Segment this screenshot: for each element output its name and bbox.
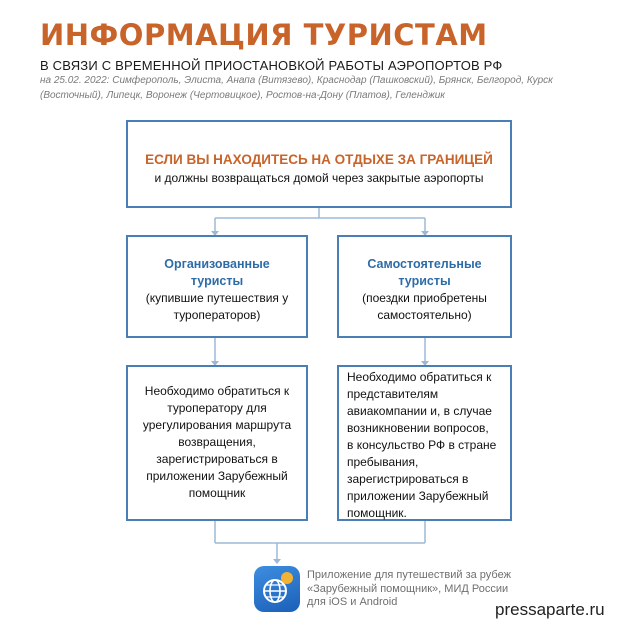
situation-box [126,120,512,208]
organized-action-box: Необходимо обратиться к туроператору для урегулирования маршрута возвращения, зарегистрироваться в приложении Зарубежный помощник [126,365,308,521]
organized-tourists-desc: (купившие путешествия у туроператоров) [145,291,289,322]
site-watermark: pressaparte.ru [495,600,605,619]
app-caption: Приложение для путешествий за рубеж «Зарубежный помощник», МИД России для iOS и Android [307,569,511,608]
situation-heading: ЕСЛИ ВЫ НАХОДИТЕСЬ НА ОТДЫХЕ ЗА ГРАНИЦЕЙ [145,152,493,167]
situation-text: и должны возвращаться домой через закрытые аэропорты [154,171,484,185]
globe-app-icon [254,566,300,612]
independent-tourists-desc: (поездки приобретены самостоятельно) [362,291,487,322]
independent-tourists-heading: Самостоятельные туристы [367,257,482,288]
organized-tourists-heading: Организованные туристы [164,257,270,288]
independent-tourists-box [337,235,512,338]
page-subtitle: В СВЯЗИ С ВРЕМЕННОЙ ПРИОСТАНОВКОЙ РАБОТЫ АЭРОПОРТОВ РФ [40,58,503,73]
organized-tourists-box [126,235,308,338]
airports-note: на 25.02. 2022: Симферополь, Элиста, Анапа (Витязево), Краснодар (Пашковский), Брянск, Белгород, Курск (Восточный), Липецк, Воронеж (Чертовицкое), Ростов-на-Дону (Платов), Геленджик [40,75,553,101]
page-title: ИНФОРМАЦИЯ ТУРИСТАМ [40,18,488,52]
independent-action-box: Необходимо обратиться к представителям авиакомпании и, в случае возникновении вопросов, в консульство РФ в стране пребывания, зарегистрироваться в приложении Зарубежный помощник. [337,365,512,521]
